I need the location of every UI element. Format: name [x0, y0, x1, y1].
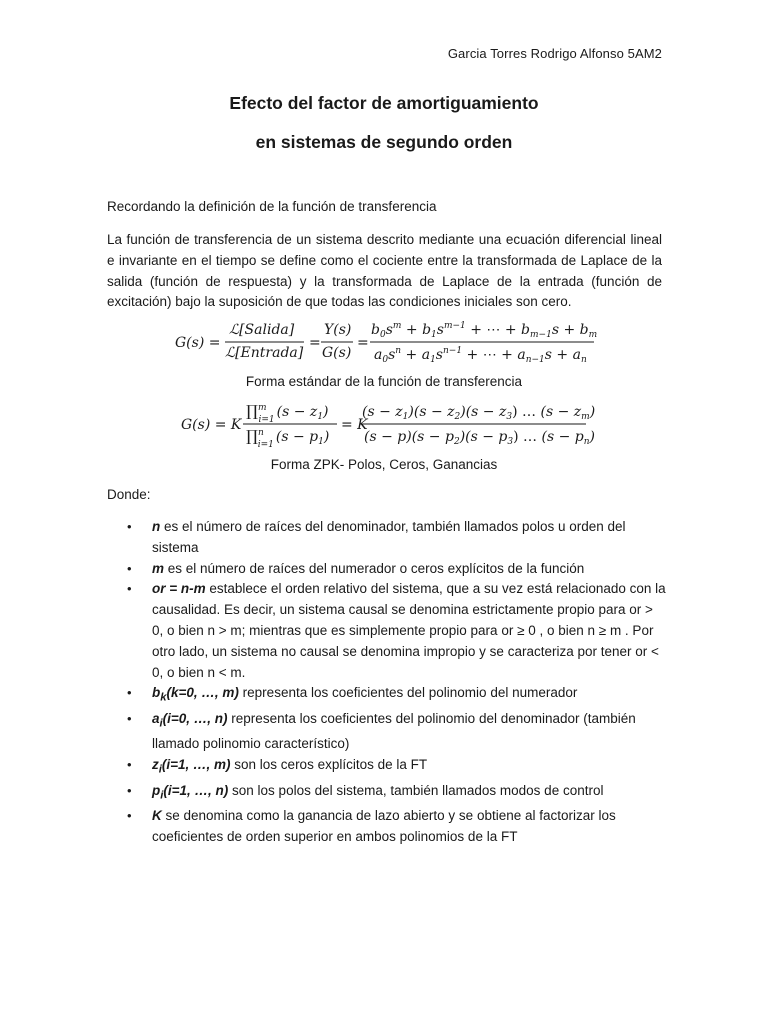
svg-text:a0sn + a1sn−1 + ⋯ + an−1s + an: $a_0s^n + a_1s^{n-1}$ + ⋯ + $a_{n-1}s + a_n$ — [374, 346, 587, 365]
symbol-range: (i=1, …, m) — [161, 757, 231, 773]
definition-symbol — [152, 710, 228, 730]
definition-symbol — [152, 685, 239, 705]
zpk-form-caption: Forma ZPK- Polos, Ceros, Ganancias — [270, 457, 498, 472]
svg-text:G(s) = K: G(s) = K — [181, 417, 242, 433]
list-item — [107, 806, 667, 848]
list-item — [107, 579, 667, 683]
list-item — [107, 683, 667, 708]
intro-paragraph: La función de transferencia de un sistema descrito mediante una ecuación diferencial lineal e invariante en el tiempo se define como el cociente entre la transformada de Laplace de la salida (función de respuesta) y la transformada de Laplace de la entrada (función de excitación) bajo la suposición de que todas las condiciones iniciales son cero. — [107, 232, 662, 310]
symbol-subscript: i — [158, 763, 162, 776]
symbol-range: (k=0, …, m) — [166, 685, 239, 701]
definition-text: establece el orden relativo del sistema, que a su vez está relacionado con la causalidad. Es decir, un sistema causal se denomina estrictamente propio para or > 0, o bien n > m; mientras que es simplemente propio para or ≥ 0 , o bien n ≥ m . Por otro lado, un sistema no causal se denomina impropio y se caracteriza por tener or < 0, o bien n < m. — [152, 581, 666, 680]
definition-symbol: n — [152, 519, 161, 534]
definition-symbol: or = n-m — [152, 581, 206, 597]
svg-text:=: = — [357, 335, 369, 351]
standard-form-equation — [0, 314, 768, 374]
zpk-form-equation — [0, 396, 768, 456]
list-item — [107, 559, 667, 580]
svg-text:ℒ[Entrada]: ℒ[Entrada] — [225, 345, 304, 361]
symbol-range: (i=0, …, n) — [162, 710, 228, 726]
definition-symbol — [152, 757, 231, 776]
svg-text:Y(s): Y(s) — [324, 322, 352, 338]
svg-text:=: = — [309, 335, 321, 351]
svg-text:∏mi=1(s − z1): ∏$^m$ i=1 $(s - z_1)$ — [246, 402, 329, 425]
symbol-base: p — [152, 782, 161, 798]
definition-text: es el número de raíces del denominador, también llamados polos u orden del sistema — [152, 519, 626, 555]
symbol-subscript: k — [160, 692, 167, 705]
author-name: Garcia Torres Rodrigo Alfonso 5AM2 — [447, 46, 662, 61]
definition-symbol — [152, 782, 229, 802]
definition-text: son los polos del sistema, también llamados modos de control — [228, 782, 604, 798]
symbol-subscript: i — [159, 717, 163, 730]
definitions-heading: Donde: — [107, 487, 151, 502]
svg-text:G(s): G(s) — [322, 345, 352, 361]
symbol-base: b — [152, 685, 161, 701]
list-item — [107, 755, 667, 780]
definition-text: representa los coeficientes del polinomio del denominador (también llamado polinomio característico) — [152, 710, 636, 752]
list-item — [107, 709, 667, 755]
definition-symbol: m — [152, 560, 165, 576]
definition-text: es el número de raíces del numerador o ceros explícitos de la función — [164, 560, 585, 576]
definition-text: se denomina como la ganancia de lazo abierto y se obtiene al factorizar los coeficientes de orden superior en ambos polinomios de la FT — [152, 808, 616, 844]
section-subheading: Recordando la definición de la función de transferencia — [107, 199, 437, 214]
svg-text:ℒ[Salida]: ℒ[Salida] — [229, 322, 295, 338]
standard-form-caption: Forma estándar de la función de transferencia — [245, 374, 523, 389]
svg-text:(s − z1)(s − z2)(s − z3) … (s: $(s - z_1)(s - z_2)(s - z_3)$ … $(s - z_m)$ — [362, 404, 596, 422]
svg-text:∏ni=1(s − p1): ∏$^n$ i=1 $(s - p_1)$ — [246, 427, 330, 450]
symbol-subscript: i — [160, 789, 164, 802]
symbol-range: (i=1, …, n) — [163, 782, 229, 798]
list-item — [107, 781, 667, 806]
symbol-base: z — [152, 757, 159, 773]
symbol-base: a — [152, 710, 160, 726]
list-item — [107, 517, 667, 559]
definition-symbol: K — [152, 808, 162, 824]
document-title-line-2: en sistemas de segundo orden — [255, 132, 513, 152]
svg-text:G(s) =: G(s) = — [175, 335, 221, 351]
svg-text:= K: = K — [341, 417, 368, 433]
definition-text: representa los coeficientes del polinomio del numerador — [238, 685, 578, 701]
svg-text:(s − p)(s − p2)(s − p3) … (s −: $(s - p)(s - p_2)(s - p_3)$ … $(s - p_n)$ — [364, 429, 596, 447]
svg-text:b0sm + b1sm−1 + ⋯ + bm−1s + bm: $b_0s^m + b_1s^{m-1}$ + ⋯ + $b_{m-1}s + b_m$ — [371, 321, 598, 340]
document-title-line-1: Efecto del factor de amortiguamiento — [229, 93, 539, 113]
definition-text: son los ceros explícitos de la FT — [230, 757, 428, 773]
definitions-list — [107, 517, 667, 848]
